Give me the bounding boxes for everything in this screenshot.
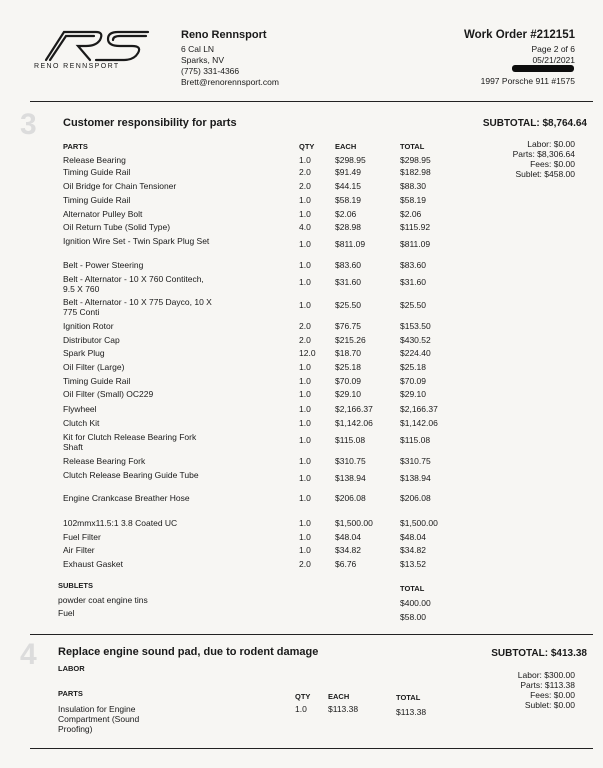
column-header-total: TOTAL [400, 142, 425, 151]
part-each: $1,500.00 [335, 518, 373, 528]
summary-sublet: Sublet: $0.00 [524, 700, 575, 710]
part-name: Insulation for Engine Compartment (Sound Proofing) [58, 704, 140, 734]
part-name: Belt - Alternator - 10 X 775 Dayco, 10 X 775 Conti [63, 297, 212, 317]
part-qty: 1.0 [299, 362, 311, 372]
part-total: $811.09 [400, 239, 431, 249]
part-qty: 2.0 [299, 321, 311, 331]
column-header-qty: QTY [295, 692, 311, 701]
part-each: $83.60 [335, 260, 361, 270]
summary-parts: Parts: $8,306.64 [512, 149, 575, 159]
part-total: $115.92 [400, 222, 431, 232]
part-each: $115.08 [335, 435, 366, 445]
summary-labor: Labor: $300.00 [517, 670, 575, 680]
part-qty: 4.0 [299, 222, 311, 232]
part-qty: 1.0 [299, 155, 311, 165]
sublet-total: $58.00 [400, 612, 426, 622]
part-name: Timing Guide Rail [63, 195, 131, 205]
part-name: Release Bearing Fork [63, 456, 146, 466]
section-subtotal: SUBTOTAL: $413.38 [491, 648, 587, 659]
part-each: $91.49 [335, 167, 361, 177]
part-qty: 2.0 [299, 335, 311, 345]
part-qty: 12.0 [299, 348, 316, 358]
part-total: $34.82 [400, 545, 426, 555]
part-each: $2,166.37 [335, 404, 373, 414]
part-each: $28.98 [335, 222, 361, 232]
part-qty: 1.0 [299, 389, 311, 399]
part-qty: 2.0 [299, 167, 311, 177]
part-name: 102mmx11.5:1 3.8 Coated UC [63, 518, 178, 528]
part-total: $25.18 [400, 362, 426, 372]
divider [30, 748, 593, 749]
part-each: $298.95 [335, 155, 366, 165]
part-each: $76.75 [335, 321, 361, 331]
work-order-meta [532, 44, 575, 65]
summary-labor: Labor: $0.00 [527, 139, 575, 149]
part-total: $13.52 [400, 559, 426, 569]
part-total: $2.06 [400, 209, 422, 219]
column-header-total: TOTAL [396, 693, 421, 702]
part-name: Oil Filter (Large) [63, 362, 125, 372]
company-name: Reno Rennsport [181, 29, 267, 41]
part-each: $206.08 [335, 493, 366, 503]
part-each: $48.04 [335, 532, 361, 542]
part-name: Release Bearing [63, 155, 126, 165]
part-total: $115.08 [400, 435, 431, 445]
part-qty: 1.0 [299, 277, 311, 287]
part-total: $58.19 [400, 195, 426, 205]
part-name: Oil Bridge for Chain Tensioner [63, 181, 177, 191]
part-name: Engine Crankcase Breather Hose [63, 493, 190, 503]
part-total: $2,166.37 [400, 404, 438, 414]
sublet-name: Fuel [58, 608, 75, 618]
column-header-parts: PARTS [58, 689, 83, 698]
part-each: $310.75 [335, 456, 366, 466]
section-number: 4 [20, 638, 37, 671]
part-name: Ignition Wire Set - Twin Spark Plug Set [63, 236, 210, 246]
part-name: Spark Plug [63, 348, 105, 358]
part-name: Timing Guide Rail [63, 376, 131, 386]
part-each: $25.18 [335, 362, 361, 372]
part-qty: 1.0 [299, 404, 311, 414]
vehicle-info: 1997 Porsche 911 #1575 [480, 76, 575, 86]
divider [30, 101, 593, 102]
part-total: $310.75 [400, 456, 431, 466]
order-date: 05/21/2021 [532, 54, 575, 65]
part-qty: 1.0 [299, 532, 311, 542]
divider [30, 634, 593, 635]
column-header-each: EACH [335, 142, 357, 151]
part-qty: 1.0 [299, 300, 311, 310]
sublets-total-header: TOTAL [400, 584, 425, 593]
part-each: $1,142.06 [335, 418, 373, 428]
part-qty: 1.0 [299, 195, 311, 205]
part-qty: 1.0 [299, 209, 311, 219]
part-total: $206.08 [400, 493, 431, 503]
part-qty: 1.0 [299, 418, 311, 428]
part-qty: 1.0 [295, 704, 307, 714]
part-total: $182.98 [400, 167, 431, 177]
column-header-each: EACH [328, 692, 350, 701]
column-header-parts: PARTS [63, 142, 88, 151]
sublet-total: $400.00 [400, 598, 431, 608]
address-line: 6 Cal LN [181, 44, 215, 54]
part-qty: 2.0 [299, 181, 311, 191]
part-total: $224.40 [400, 348, 431, 358]
sublet-name: powder coat engine tins [58, 595, 148, 605]
part-total: $1,500.00 [400, 518, 438, 528]
column-header-qty: QTY [299, 142, 315, 151]
part-name: Ignition Rotor [63, 321, 114, 331]
part-qty: 2.0 [299, 559, 311, 569]
part-each: $58.19 [335, 195, 361, 205]
summary-fees: Fees: $0.00 [530, 690, 575, 700]
sublets-header: SUBLETS [58, 581, 94, 590]
section-number: 3 [20, 108, 37, 141]
part-total: $430.52 [400, 335, 431, 345]
part-each: $6.76 [335, 559, 357, 569]
part-qty: 1.0 [299, 518, 311, 528]
part-qty: 1.0 [299, 260, 311, 270]
part-qty: 1.0 [299, 376, 311, 386]
section-summary [518, 670, 575, 710]
part-each: $44.15 [335, 181, 361, 191]
part-name: Oil Filter (Small) OC229 [63, 389, 154, 399]
part-total: $83.60 [400, 260, 426, 270]
part-each: $138.94 [335, 473, 366, 483]
section-title: Customer responsibility for parts [63, 117, 237, 129]
logo-tagline: RENO RENNSPORT [34, 63, 120, 70]
part-total: $153.50 [400, 321, 431, 331]
part-name: Fuel Filter [63, 532, 101, 542]
section-subtotal: SUBTOTAL: $8,764.64 [482, 118, 587, 129]
part-each: $18.70 [335, 348, 361, 358]
part-each: $215.26 [335, 335, 366, 345]
part-each: $34.82 [335, 545, 361, 555]
part-total: $1,142.06 [400, 418, 438, 428]
part-name: Distributor Cap [63, 335, 120, 345]
part-each: $31.60 [335, 277, 361, 287]
part-name: Timing Guide Rail [63, 167, 131, 177]
part-total: $29.10 [400, 389, 426, 399]
part-name: Clutch Kit [63, 418, 100, 428]
part-qty: 1.0 [299, 473, 311, 483]
part-name: Alternator Pulley Bolt [63, 209, 143, 219]
part-each: $70.09 [335, 376, 361, 386]
labor-header: LABOR [58, 664, 85, 673]
part-name: Flywheel [63, 404, 97, 414]
summary-parts: Parts: $113.38 [520, 680, 575, 690]
part-qty: 1.0 [299, 456, 311, 466]
email-link[interactable]: Brett@renorennsport.com [181, 77, 279, 87]
part-total: $88.30 [400, 181, 426, 191]
address-line: Sparks, NV [181, 55, 224, 65]
part-each: $811.09 [335, 239, 366, 249]
part-qty: 1.0 [299, 435, 311, 445]
part-name: Air Filter [63, 545, 95, 555]
part-name: Exhaust Gasket [63, 559, 124, 569]
part-total: $113.38 [396, 707, 427, 717]
part-name: Oil Return Tube (Solid Type) [63, 222, 171, 232]
part-qty: 1.0 [299, 239, 311, 249]
part-each: $113.38 [328, 704, 359, 714]
redacted-block [512, 65, 574, 72]
section-title: Replace engine sound pad, due to rodent damage [58, 646, 319, 658]
section-summary [513, 139, 575, 179]
rs-logo-icon [38, 26, 158, 64]
part-total: $298.95 [400, 155, 431, 165]
part-total: $48.04 [400, 532, 426, 542]
part-name: Kit for Clutch Release Bearing Fork Shaft [63, 432, 197, 452]
work-order-title: Work Order #212151 [463, 29, 575, 41]
part-qty: 1.0 [299, 545, 311, 555]
company-address [181, 44, 279, 88]
part-total: $25.50 [400, 300, 426, 310]
summary-fees: Fees: $0.00 [530, 159, 575, 169]
summary-sublet: Sublet: $458.00 [515, 169, 575, 179]
part-each: $2.06 [335, 209, 357, 219]
part-qty: 1.0 [299, 493, 311, 503]
part-name: Belt - Alternator - 10 X 760 Contitech, 9.5 X 760 [63, 274, 204, 294]
part-each: $25.50 [335, 300, 361, 310]
part-each: $29.10 [335, 389, 361, 399]
part-total: $70.09 [400, 376, 426, 386]
part-name: Clutch Release Bearing Guide Tube [63, 470, 199, 480]
page-number: Page 2 of 6 [531, 44, 575, 54]
address-line: (775) 331-4366 [181, 66, 240, 76]
part-total: $31.60 [400, 277, 426, 287]
part-total: $138.94 [400, 473, 431, 483]
part-name: Belt - Power Steering [63, 260, 144, 270]
